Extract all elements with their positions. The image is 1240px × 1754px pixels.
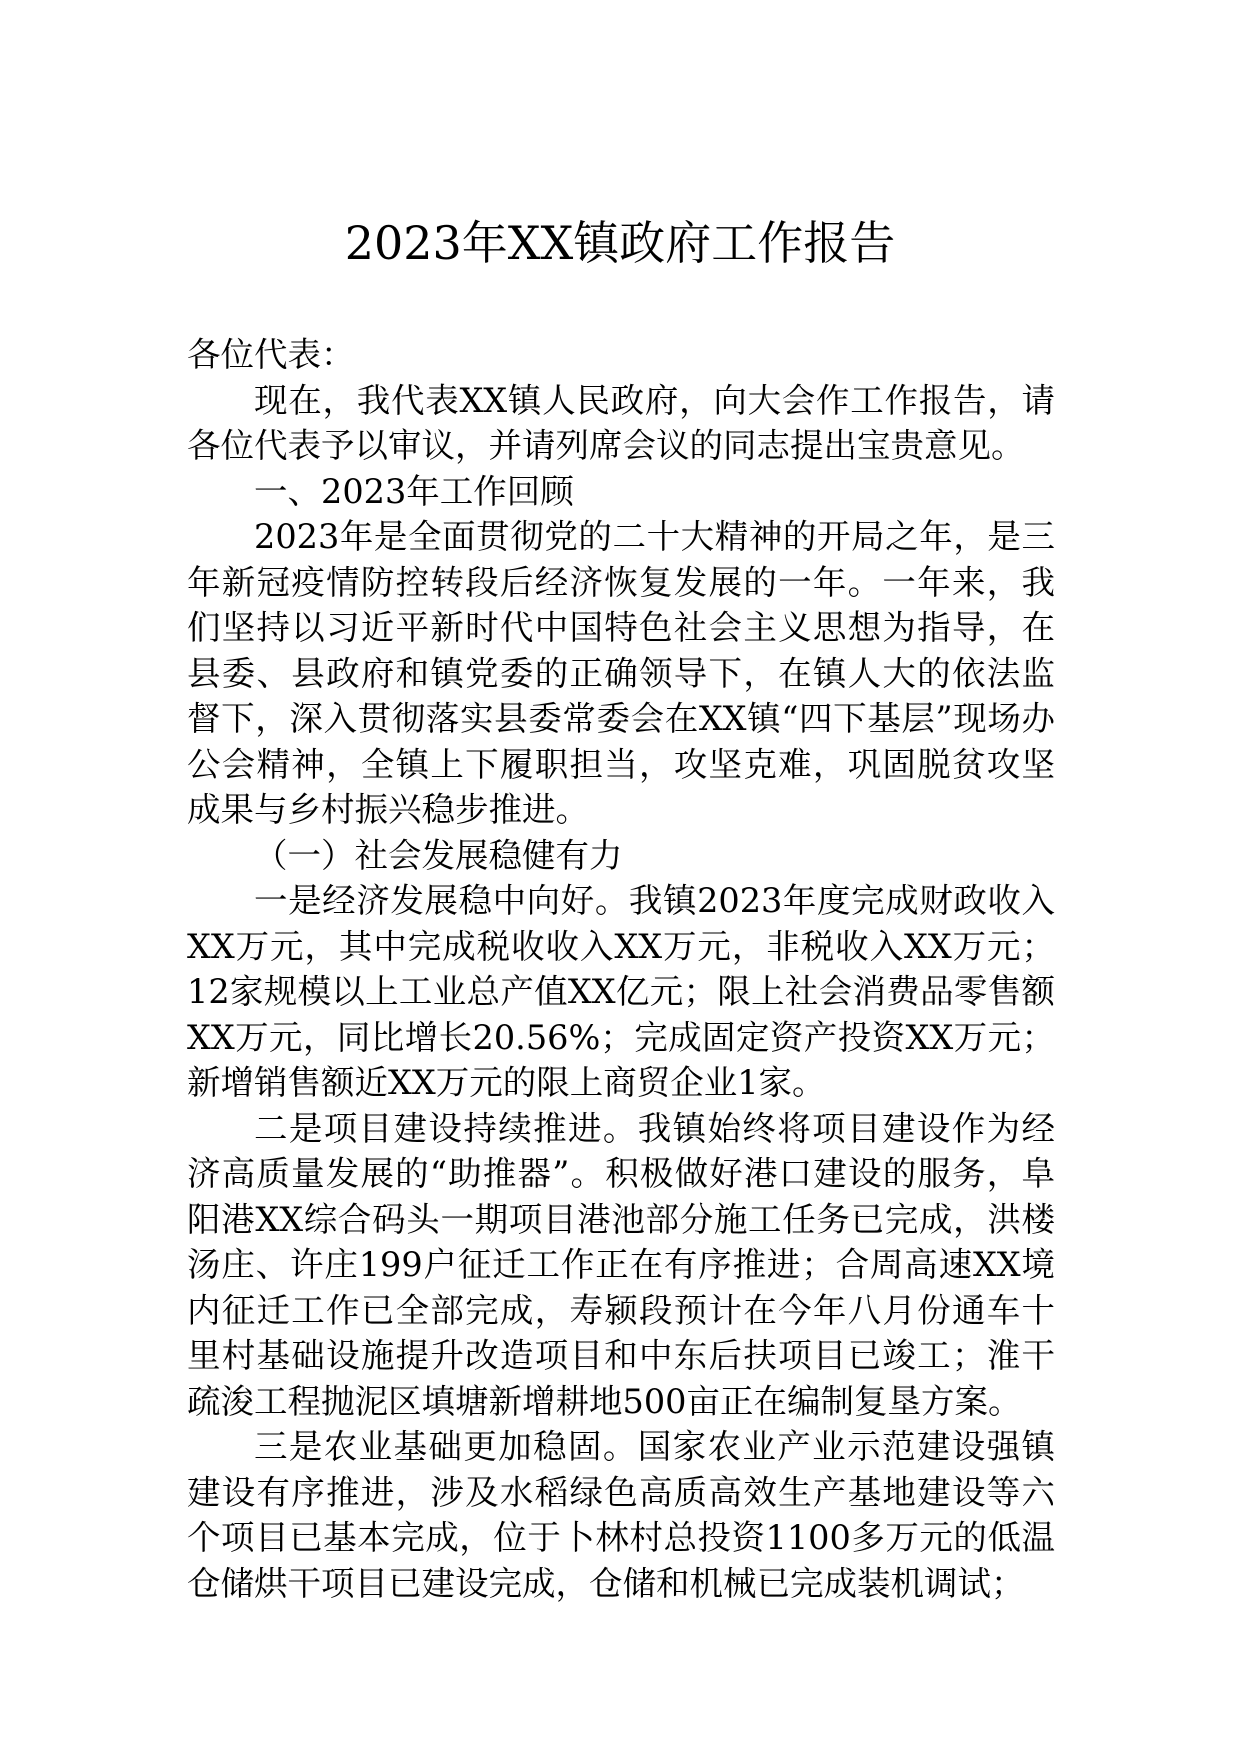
section-heading: 一、2023年工作回顾 <box>254 471 574 511</box>
document-body <box>187 332 1055 1606</box>
review-paragraph: 2023年是全面贯彻党的二十大精神的开局之年，是三年新冠疫情防控转段后经济恢复发展的一年。一年来，我们坚持以习近平新时代中国特色社会主义思想为指导，在县委、县政府和镇党委的正确领导下，在镇人大的依法监督下，深入贯彻落实县委常委会在XX镇“四下基层”现场办公会精神，全镇上下履职担当，攻坚克难，巩固脱贫攻坚成果与乡村振兴稳步推进。 <box>187 517 1055 829</box>
salutation: 各位代表： <box>187 335 355 374</box>
projects-paragraph: 二是项目建设持续推进。我镇始终将项目建设作为经济高质量发展的“助推器”。积极做好港口建设的服务，阜阳港XX综合码头一期项目港池部分施工任务已完成，洪楼汤庄、许庄199户征迁工作正在有序推进；合周高速XX境内征迁工作已全部完成，寿颍段预计在今年八月份通车十里村基础设施提升改造项目和中东后扶项目已竣工；淮干疏浚工程抛泥区填塘新增耕地500亩正在编制复垦方案。 <box>187 1108 1055 1421</box>
document-title: 2023年XX镇政府工作报告 <box>344 216 896 270</box>
economy-paragraph: 一是经济发展稳中向好。我镇2023年度完成财政收入XX万元，其中完成税收收入XX万元，非税收入XX万元；12家规模以上工业总产值XX亿元；限上社会消费品零售额XX万元，同比增长20.56%；完成固定资产投资XX万元；新增销售额近XX万元的限上商贸企业1家。 <box>187 881 1055 1102</box>
opening-paragraph: 现在，我代表XX镇人民政府，向大会作工作报告，请各位代表予以审议，并请列席会议的同志提出宝贵意见。 <box>187 380 1055 465</box>
subsection-heading: （一）社会发展稳健有力 <box>254 835 623 875</box>
agriculture-paragraph: 三是农业基础更加稳固。国家农业产业示范建设强镇建设有序推进，涉及水稻绿色高质高效生产基地建设等六个项目已基本完成，位于卜林村总投资1100多万元的低温仓储烘干项目已建设完成，仓储和机械已完成装机调试； <box>187 1427 1055 1603</box>
